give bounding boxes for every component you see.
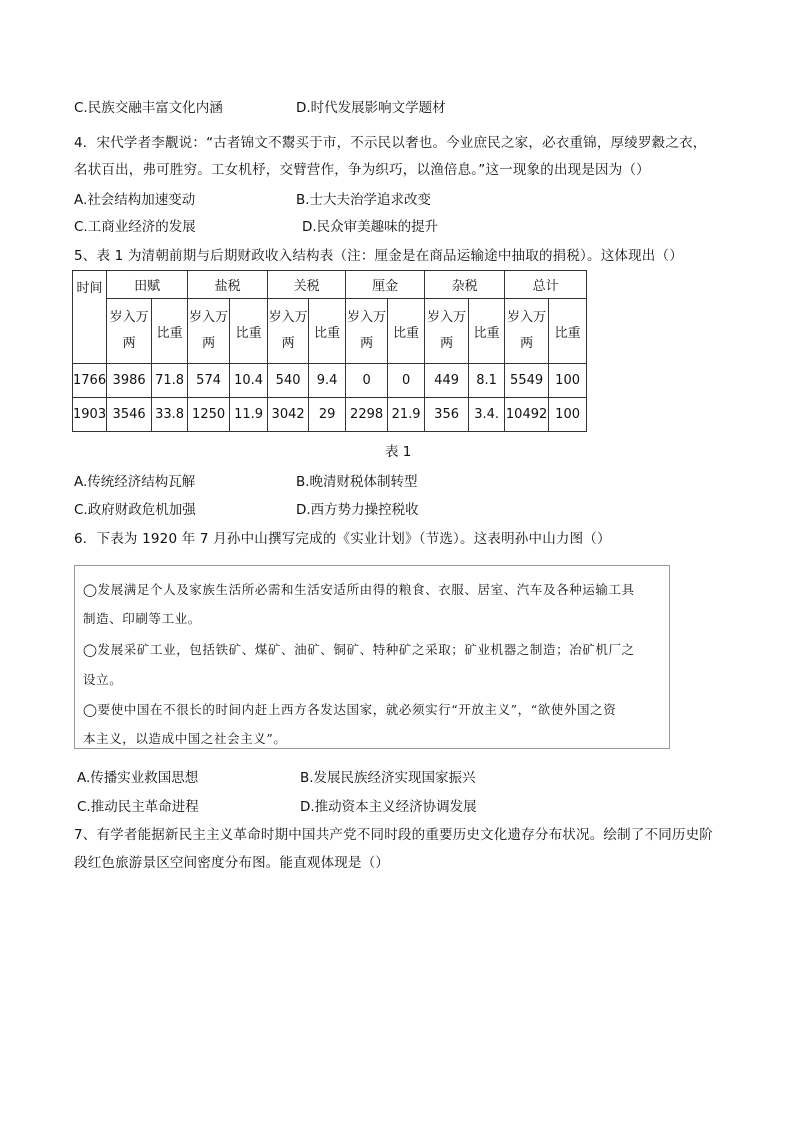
table-cell: 29 — [309, 398, 346, 432]
header-zashui: 杂税 — [425, 271, 505, 299]
subheader-ratio: 比重 — [388, 299, 425, 364]
table-cell: 21.9 — [388, 398, 425, 432]
q4-stem-line1: 4．宋代学者李觏说：“古者锦文不鬻买于市，不示民以奢也。今业庶民之家，必衣重锦，厚绫罗縠之衣， — [74, 135, 707, 151]
q4-stem-line2: 名状百出，弗可胜穷。工女机杼，交臂营作，争为织巧，以渔倍息。”这一现象的出现是因为（） — [74, 162, 650, 178]
header-total: 总计 — [505, 271, 587, 299]
quote-line: 本主义，以造成中国之社会主义”。 — [83, 731, 287, 746]
finance-table — [72, 270, 587, 432]
header-time: 时间 — [73, 271, 107, 364]
q4-option-b: B.士大夫治学追求改变 — [296, 192, 432, 208]
header-guanshui: 关税 — [268, 271, 346, 299]
q7-stem-line2: 段红色旅游景区空间密度分布图。能直观体现是（） — [74, 855, 390, 871]
subheader-income: 岁入万两 — [268, 299, 309, 364]
q5-option-b: B.晚清财税体制转型 — [296, 474, 418, 490]
quote-line: 制造、印刷等工业。 — [83, 611, 201, 626]
q4-option-a: A.社会结构加速变动 — [74, 192, 196, 208]
q6-option-b: B.发展民族经济实现国家振兴 — [300, 770, 476, 786]
quote-line: 设立。 — [83, 672, 123, 687]
q5-stem: 5、表 1 为清朝前期与后期财政收入结构表（注：厘金是在商品运输途中抽取的捐税）。这体现出（） — [74, 248, 683, 264]
subheader-income: 岁入万两 — [425, 299, 469, 364]
table-cell: 356 — [425, 398, 469, 432]
q5-option-a: A.传统经济结构瓦解 — [74, 474, 196, 490]
table-cell: 71.8 — [152, 364, 188, 398]
table-cell: 3546 — [107, 398, 152, 432]
table-cell: 5549 — [505, 364, 549, 398]
header-lijin: 厘金 — [346, 271, 425, 299]
table-cell: 33.8 — [152, 398, 188, 432]
subheader-ratio: 比重 — [309, 299, 346, 364]
quote-line: ◯要使中国在不很长的时间内赶上西方各发达国家，就必须实行“开放主义”，“欲使外国之资 — [83, 702, 617, 717]
table-cell: 540 — [268, 364, 309, 398]
q6-stem: 6．下表为 1920 年 7 月孙中山撰写完成的《实业计划》（节选）。这表明孙中山力图（） — [74, 531, 611, 547]
q6-option-c: C.推动民主革命进程 — [77, 799, 199, 815]
subheader-ratio: 比重 — [549, 299, 587, 364]
q4-option-c: C.工商业经济的发展 — [74, 219, 196, 235]
table-row — [73, 364, 587, 398]
table-cell: 574 — [188, 364, 230, 398]
table-cell: 100 — [549, 398, 587, 432]
subheader-ratio: 比重 — [230, 299, 268, 364]
table-cell: 2298 — [346, 398, 388, 432]
q5-option-c: C.政府财政危机加强 — [74, 502, 196, 518]
table-cell: 3986 — [107, 364, 152, 398]
subheader-ratio: 比重 — [469, 299, 505, 364]
table-cell: 8.1 — [469, 364, 505, 398]
table-cell: 449 — [425, 364, 469, 398]
subheader-income: 岁入万两 — [188, 299, 230, 364]
quote-line: ◯发展满足个人及家族生活所必需和生活安适所由得的粮食、衣服、居室、汽车及各种运输工具 — [83, 582, 635, 597]
q3-option-c: C.民族交融丰富文化内涵 — [74, 100, 223, 116]
table-cell: 3042 — [268, 398, 309, 432]
header-tianfu: 田赋 — [107, 271, 188, 299]
quote-box — [74, 565, 670, 749]
row-year: 1766 — [73, 364, 107, 398]
header-yanshui: 盐税 — [188, 271, 268, 299]
q4-option-d: D.民众审美趣味的提升 — [302, 219, 439, 235]
table-cell: 0 — [388, 364, 425, 398]
subheader-income: 岁入万两 — [505, 299, 549, 364]
table-cell: 3.4. — [469, 398, 505, 432]
table-cell: 10492 — [505, 398, 549, 432]
q5-option-d: D.西方势力操控税收 — [296, 502, 419, 518]
subheader-income: 岁入万两 — [107, 299, 152, 364]
quote-line: ◯发展采矿工业，包括铁矿、煤矿、油矿、铜矿、特种矿之采取；矿业机器之制造；冶矿机厂之 — [83, 642, 635, 657]
q6-option-a: A.传播实业救国思想 — [77, 770, 199, 786]
table-cell: 11.9 — [230, 398, 268, 432]
row-year: 1903 — [73, 398, 107, 432]
table-cell: 100 — [549, 364, 587, 398]
subheader-ratio: 比重 — [152, 299, 188, 364]
q6-option-d: D.推动资本主义经济协调发展 — [300, 799, 477, 815]
table-cell: 9.4 — [309, 364, 346, 398]
table-cell: 0 — [346, 364, 388, 398]
table-row — [73, 398, 587, 432]
q3-option-d: D.时代发展影响文学题材 — [296, 100, 446, 116]
table-cell: 10.4 — [230, 364, 268, 398]
q7-stem-line1: 7、有学者能据新民主主义革命时期中国共产党不同时段的重要历史文化遗存分布状况。绘制了不同历史阶 — [74, 827, 713, 843]
table-cell: 1250 — [188, 398, 230, 432]
subheader-income: 岁入万两 — [346, 299, 388, 364]
table-caption: 表 1 — [385, 444, 412, 460]
